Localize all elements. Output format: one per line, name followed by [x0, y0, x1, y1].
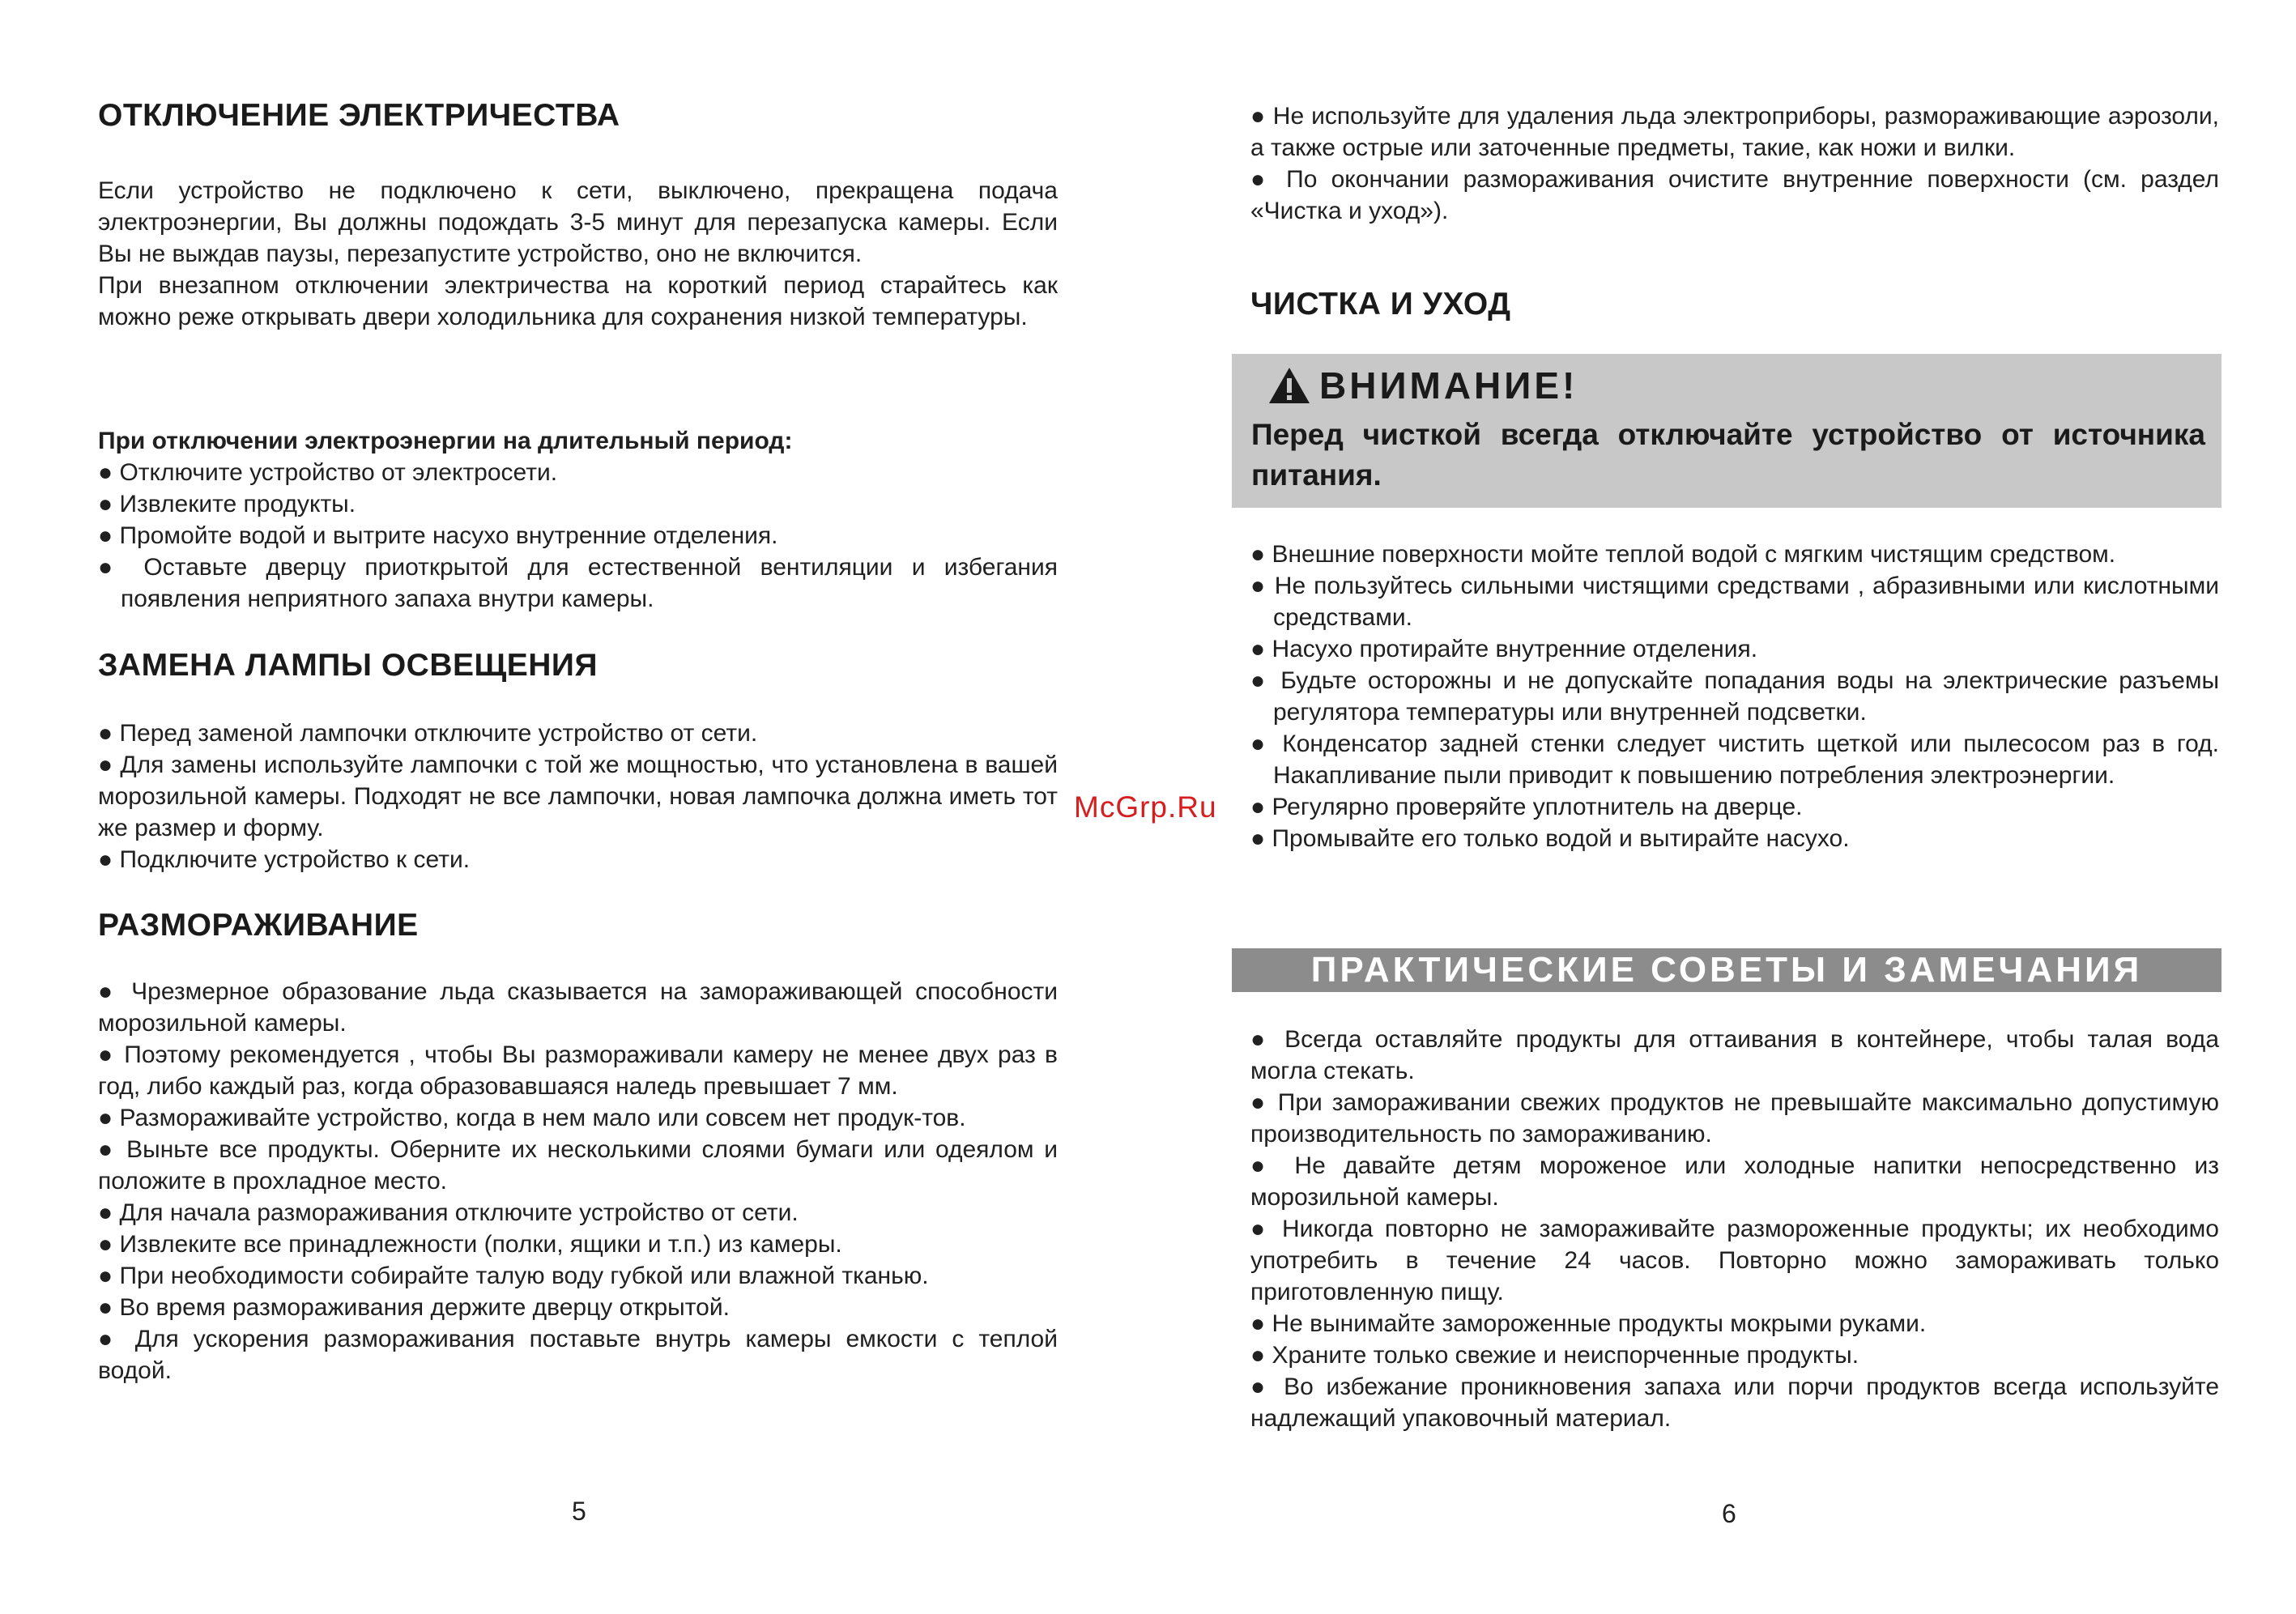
list-item: ● Перед заменой лампочки отключите устройство от сети.: [98, 720, 758, 747]
cleaning-list: [1250, 539, 2219, 854]
list-item: ● Регулярно проверяйте уплотнитель на дверце.: [1250, 794, 1803, 820]
list-item: ● Извлеките все принадлежности (полки, ящики и т.п.) из камеры.: [98, 1231, 842, 1258]
list-item: ● Выньте все продукты. Оберните их несколькими слоями бумаги или одеялом и положите в прохладное место.: [98, 1136, 1058, 1195]
list-item: ● Внешние поверхности мойте теплой водой с мягким чистящим средством.: [1250, 541, 2116, 568]
tips-heading-bar: ПРАКТИЧЕСКИЕ СОВЕТЫ И ЗАМЕЧАНИЯ: [1232, 948, 2221, 992]
list-item: ● Отключите устройство от электросети.: [98, 459, 558, 486]
power-outage-text: [98, 175, 1058, 333]
list-item: ● Промойте водой и вытрите насухо внутренние отделения.: [98, 522, 778, 549]
list-item: ● Во время размораживания держите дверцу открытой.: [98, 1294, 730, 1321]
list-item: ● Для замены используйте лампочки с той же мощностью, что установлена в вашей морозильной камеры. Подходят не все лампочки, новая лампочка должна иметь тот же размер и форму.: [98, 752, 1058, 841]
list-item: ● Насухо протирайте внутренние отделения.: [1250, 636, 1758, 662]
list-item: ● Поэтому рекомендуется , чтобы Вы размораживали камеру не менее двух раз в год, либо каждый раз, когда образовавшаяся наледь превышает 7 мм.: [98, 1041, 1058, 1100]
page-number-right: 6: [1722, 1499, 1736, 1528]
warning-text: Перед чисткой всегда отключайте устройство от источника питания.: [1251, 418, 2205, 492]
power-para-1: Если устройство не подключено к сети, выключено, прекращена подача электроэнергии, Вы должны подождать 3-5 минут для перезапуска камеры. Если Вы не выждав паузы, перезапустите устройство, оно не включится.: [98, 177, 1058, 267]
list-item: ● Оставьте дверцу приоткрытой для естественной вентиляции и избегания появления неприятного запаха внутри камеры.: [98, 554, 1058, 612]
list-item: ● Для ускорения размораживания поставьте внутрь камеры емкости с теплой водой.: [98, 1326, 1058, 1384]
list-item: ● При необходимости собирайте талую воду губкой или влажной тканью.: [98, 1263, 929, 1289]
watermark: McGrp.Ru: [1074, 790, 1217, 824]
heading-cleaning-care: ЧИСТКА И УХОД: [1250, 287, 1511, 322]
tips-list: [1250, 1024, 2219, 1434]
list-item: ● Извлеките продукты.: [98, 491, 356, 517]
warning-triangle-icon: [1267, 366, 1311, 405]
list-item: ● По окончании размораживания очистите внутренние поверхности (см. раздел «Чистка и уход»).: [1250, 166, 2219, 224]
list-item: ● Подключите устройство к сети.: [98, 846, 471, 873]
lamp-list: [98, 718, 1058, 875]
power-long-title: При отключении электроэнергии на длительный период:: [98, 428, 793, 454]
warning-box: [1232, 354, 2221, 508]
list-item: ● Для начала размораживания отключите устройство от сети.: [98, 1199, 799, 1226]
page-number-left: 5: [572, 1497, 586, 1526]
list-item: ● Не давайте детям мороженое или холодные напитки непосредственно из морозильной камеры.: [1250, 1152, 2219, 1211]
list-item: ● Во избежание проникновения запаха или порчи продуктов всегда используйте надлежащий упаковочный материал.: [1250, 1373, 2219, 1432]
list-item: ● Не используйте для удаления льда электроприборы, размораживающие аэрозоли, а также острые или заточенные предметы, такие, как ножи и вилки.: [1250, 103, 2219, 161]
list-item: ● Всегда оставляйте продукты для оттаивания в контейнере, чтобы талая вода могла стекать.: [1250, 1026, 2219, 1084]
list-item: ● Размораживайте устройство, когда в нем мало или совсем нет продук-тов.: [98, 1105, 966, 1131]
warning-title: [1267, 364, 1578, 407]
list-item: ● Никогда повторно не замораживайте размороженные продукты; их необходимо употребить в течение 24 часов. Повторно можно замораживать только приготовленную пищу.: [1250, 1216, 2219, 1305]
power-para-2: При внезапном отключении электричества на короткий период старайтесь как можно реже открывать двери холодильника для сохранения низкой температуры.: [98, 272, 1058, 330]
list-item: ● Конденсатор задней стенки следует чистить щеткой или пылесосом раз в год. Накапливание пыли приводит к повышению потребления электроэнергии.: [1250, 730, 2219, 789]
list-item: ● Не вынимайте замороженные продукты мокрыми руками.: [1250, 1310, 1927, 1337]
list-item: ● Храните только свежие и неиспорченные продукты.: [1250, 1342, 1859, 1369]
heading-power-outage: ОТКЛЮЧЕНИЕ ЭЛЕКТРИЧЕСТВА: [98, 98, 620, 133]
list-item: ● Промывайте его только водой и вытирайте насухо.: [1250, 825, 1850, 852]
list-item: ● Будьте осторожны и не допускайте попадания воды на электрические разъемы регулятора температуры или внутренней подсветки.: [1250, 667, 2219, 726]
list-item: ● Чрезмерное образование льда сказывается на замораживающей способности морозильной камеры.: [98, 978, 1058, 1037]
defrost-continued-list: [1250, 100, 2219, 227]
list-item: ● Не пользуйтесь сильными чистящими средствами , абразивными или кислотными средствами.: [1250, 573, 2219, 631]
warning-title-text: ВНИМАНИЕ!: [1319, 364, 1578, 407]
heading-defrosting: РАЗМОРАЖИВАНИЕ: [98, 908, 419, 943]
power-long-list: [98, 425, 1058, 615]
heading-lamp-replacement: ЗАМЕНА ЛАМПЫ ОСВЕЩЕНИЯ: [98, 648, 598, 683]
list-item: ● При замораживании свежих продуктов не превышайте максимально допустимую производительность по замораживанию.: [1250, 1089, 2219, 1148]
defrost-list: [98, 976, 1058, 1386]
